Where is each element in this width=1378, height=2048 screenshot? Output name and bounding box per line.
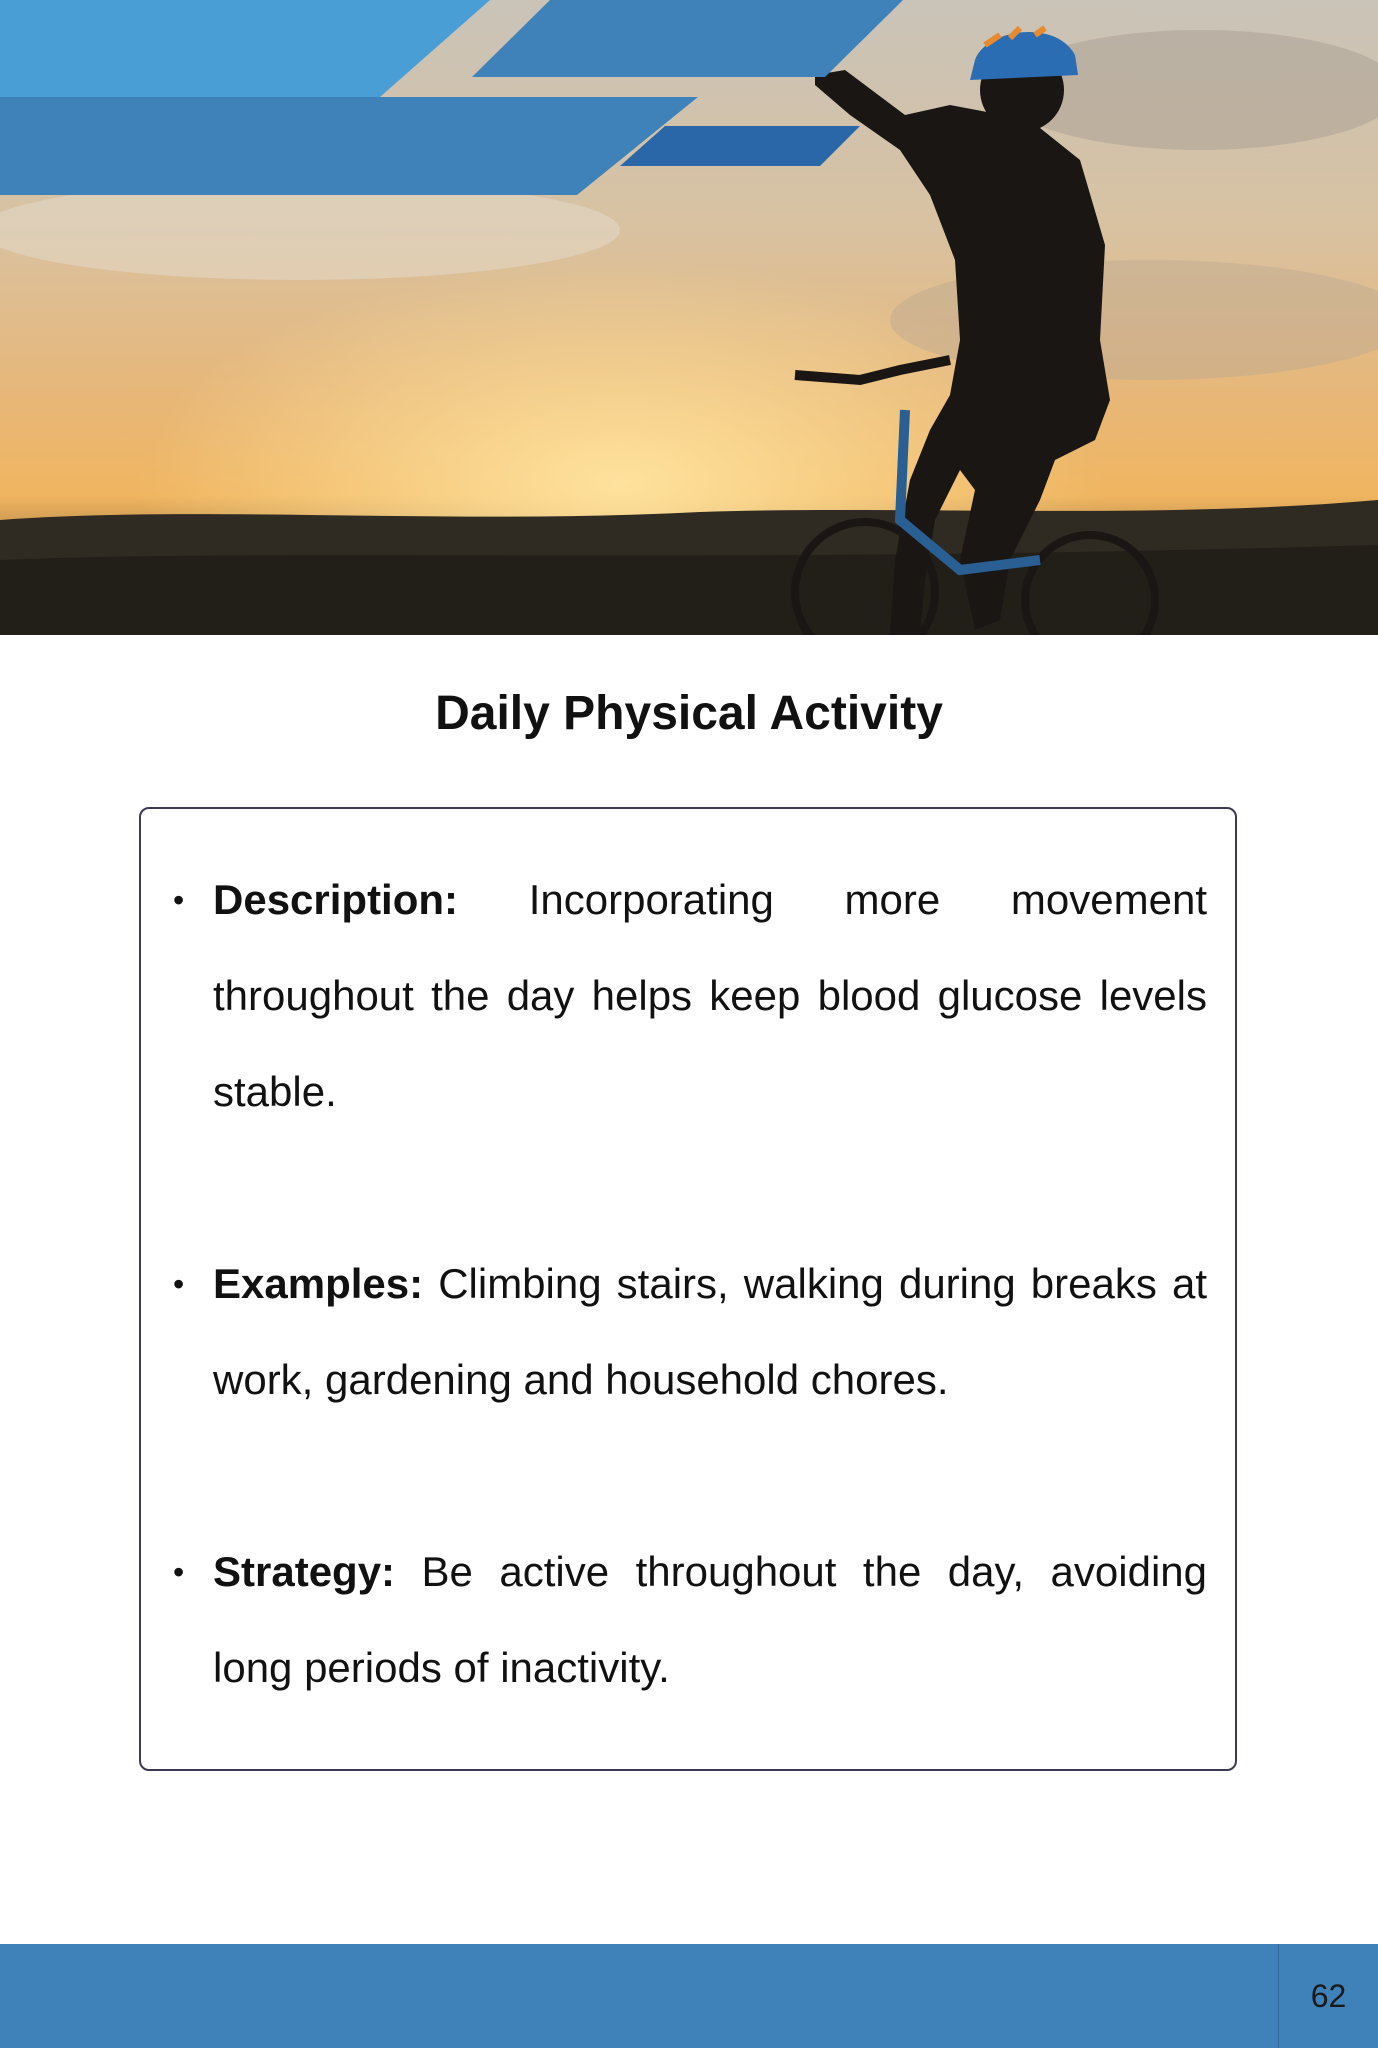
list-item-description xyxy=(173,852,1207,1140)
item-text: Climbing stairs, walking during breaks at work, gardening and household chores. xyxy=(213,1260,1207,1403)
list-item-examples xyxy=(173,1236,1207,1428)
footer-bar xyxy=(0,1944,1378,2048)
list-item-strategy xyxy=(173,1524,1207,1716)
item-label: Description: xyxy=(213,876,459,923)
bullet-icon: • xyxy=(173,882,185,918)
bullet-icon: • xyxy=(173,1266,185,1302)
hero-cyclist-sunset-image xyxy=(0,0,1378,635)
item-label: Strategy: xyxy=(213,1548,396,1595)
page-title: Daily Physical Activity xyxy=(435,687,943,740)
bullet-icon: • xyxy=(173,1554,185,1590)
item-text: Be active throughout the day, avoiding long periods of inactivity. xyxy=(213,1548,1207,1691)
page-number: 62 xyxy=(1278,1944,1378,2048)
item-label: Examples: xyxy=(213,1260,424,1307)
item-text: Incorporating more movement throughout the day helps keep blood glucose levels stable. xyxy=(213,876,1207,1115)
